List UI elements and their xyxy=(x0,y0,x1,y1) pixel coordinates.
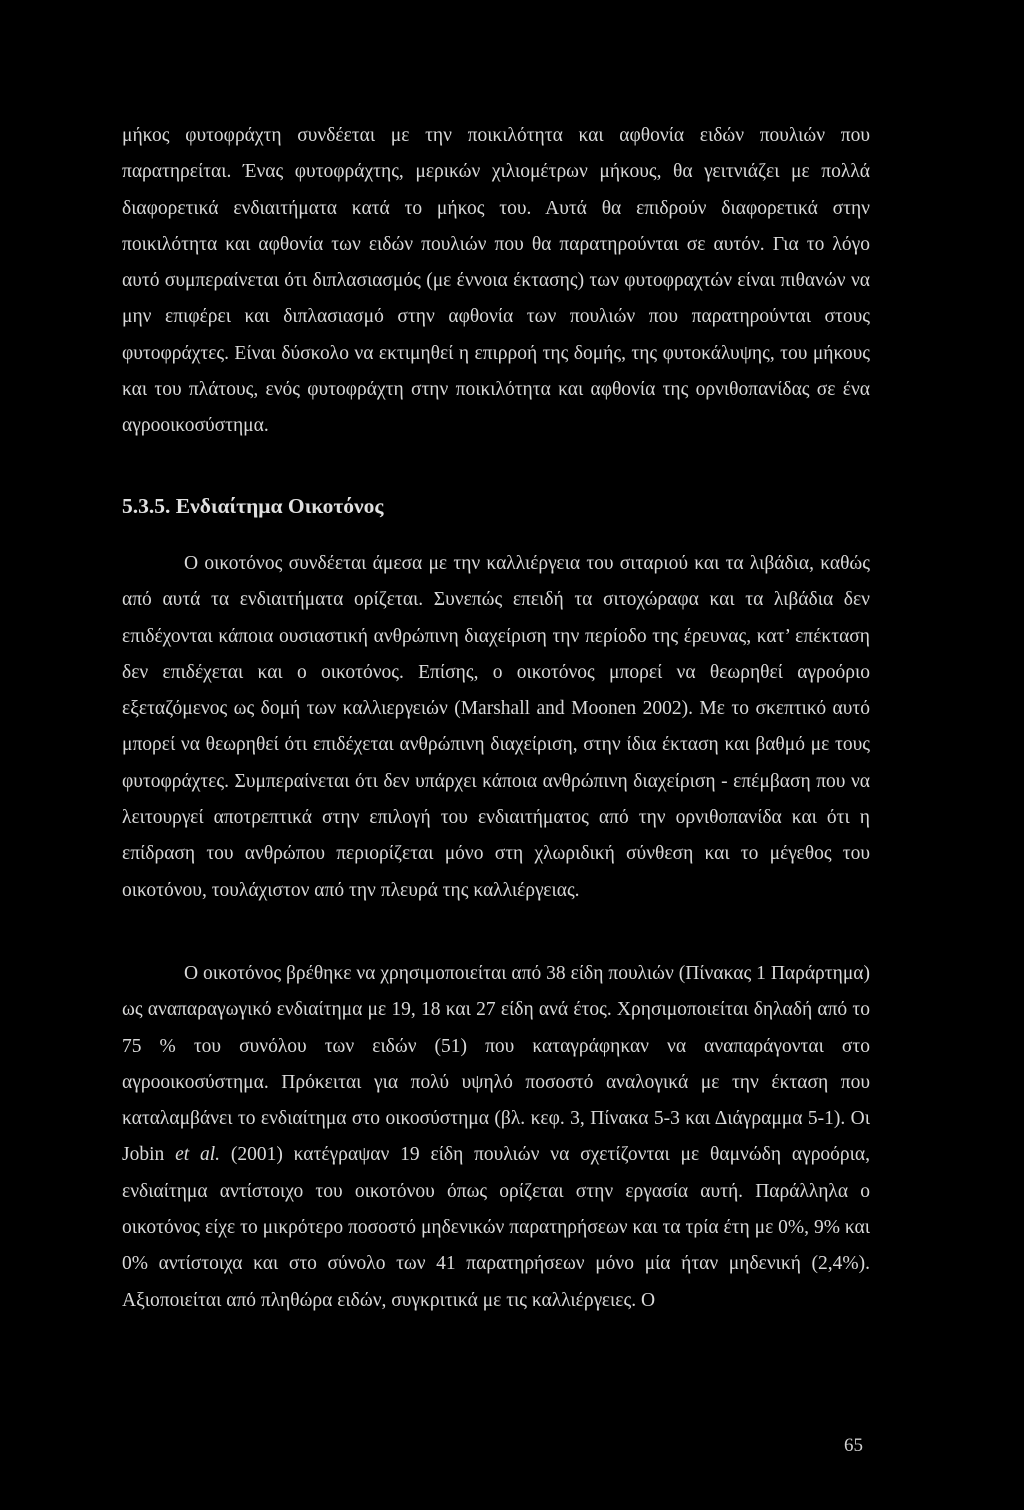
paragraph-3-citation-italic: et al. xyxy=(175,1144,221,1166)
paragraph-3-text-a: Ο οικοτόνος βρέθηκε να χρησιμοποιείται από 38 είδη πουλιών (Πίνακας 1 Παράρτημα) ως αναπαραγωγικό ενδιαίτημα με 19, 18 και 27 είδη ανά έτος. Χρησιμοποιείται δηλαδή από το 75 % του συνόλου των ειδών (51) που καταγράφηκαν να αναπαράγονται στο αγροοικοσύστημα. Πρόκειται για πολύ υψηλό ποσοστό αναλογικά με την έκταση που καταλαμβάνει το ενδιαίτημα στο οικοσύστημα (βλ. κεφ. 3, Πίνακα 5-3 και Διάγραμμα 5-1). Οι Jobin xyxy=(122,963,870,1166)
page-number: 65 xyxy=(844,1435,863,1456)
paragraph-1: μήκος φυτοφράχτη συνδέεται με την ποικιλότητα και αφθονία ειδών πουλιών που παρατηρείται. Ένας φυτοφράχτης, μερικών χιλιομέτρων μήκους, θα γειτνιάζει με πολλά διαφορετικά ενδιαιτήματα κατά το μήκος του. Αυτά θα επιδρούν διαφορετικά στην ποικιλότητα και αφθονία των ειδών πουλιών που θα παρατηρούνται σε αυτόν. Για το λόγο αυτό συμπεραίνεται ότι διπλασιασμός (με έννοια έκτασης) των φυτοφραχτών είναι πιθανών να μην επιφέρει και διπλασιασμό στην αφθονία των πουλιών που παρατηρούνται στους φυτοφράχτες. Είναι δύσκολο να εκτιμηθεί η επιρροή της δομής, της φυτοκάλυψης, του μήκους και του πλάτους, ενός φυτοφράχτη στην ποικιλότητα και αφθονία της ορνιθοπανίδας σε ένα αγροοικοσύστημα. xyxy=(122,125,870,437)
paragraph-3-text-b: (2001) κατέγραψαν 19 είδη πουλιών να σχετίζονται με θαμνώδη αγροόρια, ενδιαίτημα αντίστοιχο του οικοτόνου όπως ορίζεται στην εργασία αυτή. Παράλληλα ο οικοτόνος είχε το μικρότερο ποσοστό μηδενικών παρατηρήσεων και τα τρία έτη με 0%, 9% και 0% αντίστοιχα και στο σύνολο των 41 παρατηρήσεων μόνο μία ήταν μηδενική (2,4%). Αξιοποιείται από πληθώρα ειδών, συγκριτικά με τις καλλιέργειες. Ο xyxy=(122,1144,871,1311)
paragraph-3 xyxy=(122,956,870,1319)
paragraph-2: Ο οικοτόνος συνδέεται άμεσα με την καλλιέργεια του σιταριού και τα λιβάδια, καθώς από αυτά τα ενδιαιτήματα ορίζεται. Συνεπώς επειδή τα σιτοχώραφα και τα λιβάδια δεν επιδέχονται κάποια ουσιαστική ανθρώπινη διαχείριση την περίοδο της έρευνας, κατ’ επέκταση δεν επιδέχεται και ο οικοτόνος. Επίσης, ο οικοτόνος μπορεί να θεωρηθεί αγροόριο εξεταζόμενος ως δομή των καλλιεργειών (Marshall and Moonen 2002). Με το σκεπτικό αυτό μπορεί να θεωρηθεί ότι επιδέχεται ανθρώπινη διαχείριση, στην ίδια έκταση και βαθμό με τους φυτοφράχτες. Συμπεραίνεται ότι δεν υπάρχει κάποια ανθρώπινη διαχείριση - επέμβαση που να λειτουργεί αποτρεπτικά στην επιλογή του ενδιαιτήματος από την ορνιθοπανίδα και ότι η επίδραση του ανθρώπου περιορίζεται μόνο στη χλωριδική σύνθεση και το μέγεθος του οικοτόνου, τουλάχιστον από την πλευρά της καλλιέργειας. xyxy=(122,553,870,901)
section-heading: 5.3.5. Ενδιαίτημα Οικοτόνος xyxy=(122,494,384,518)
